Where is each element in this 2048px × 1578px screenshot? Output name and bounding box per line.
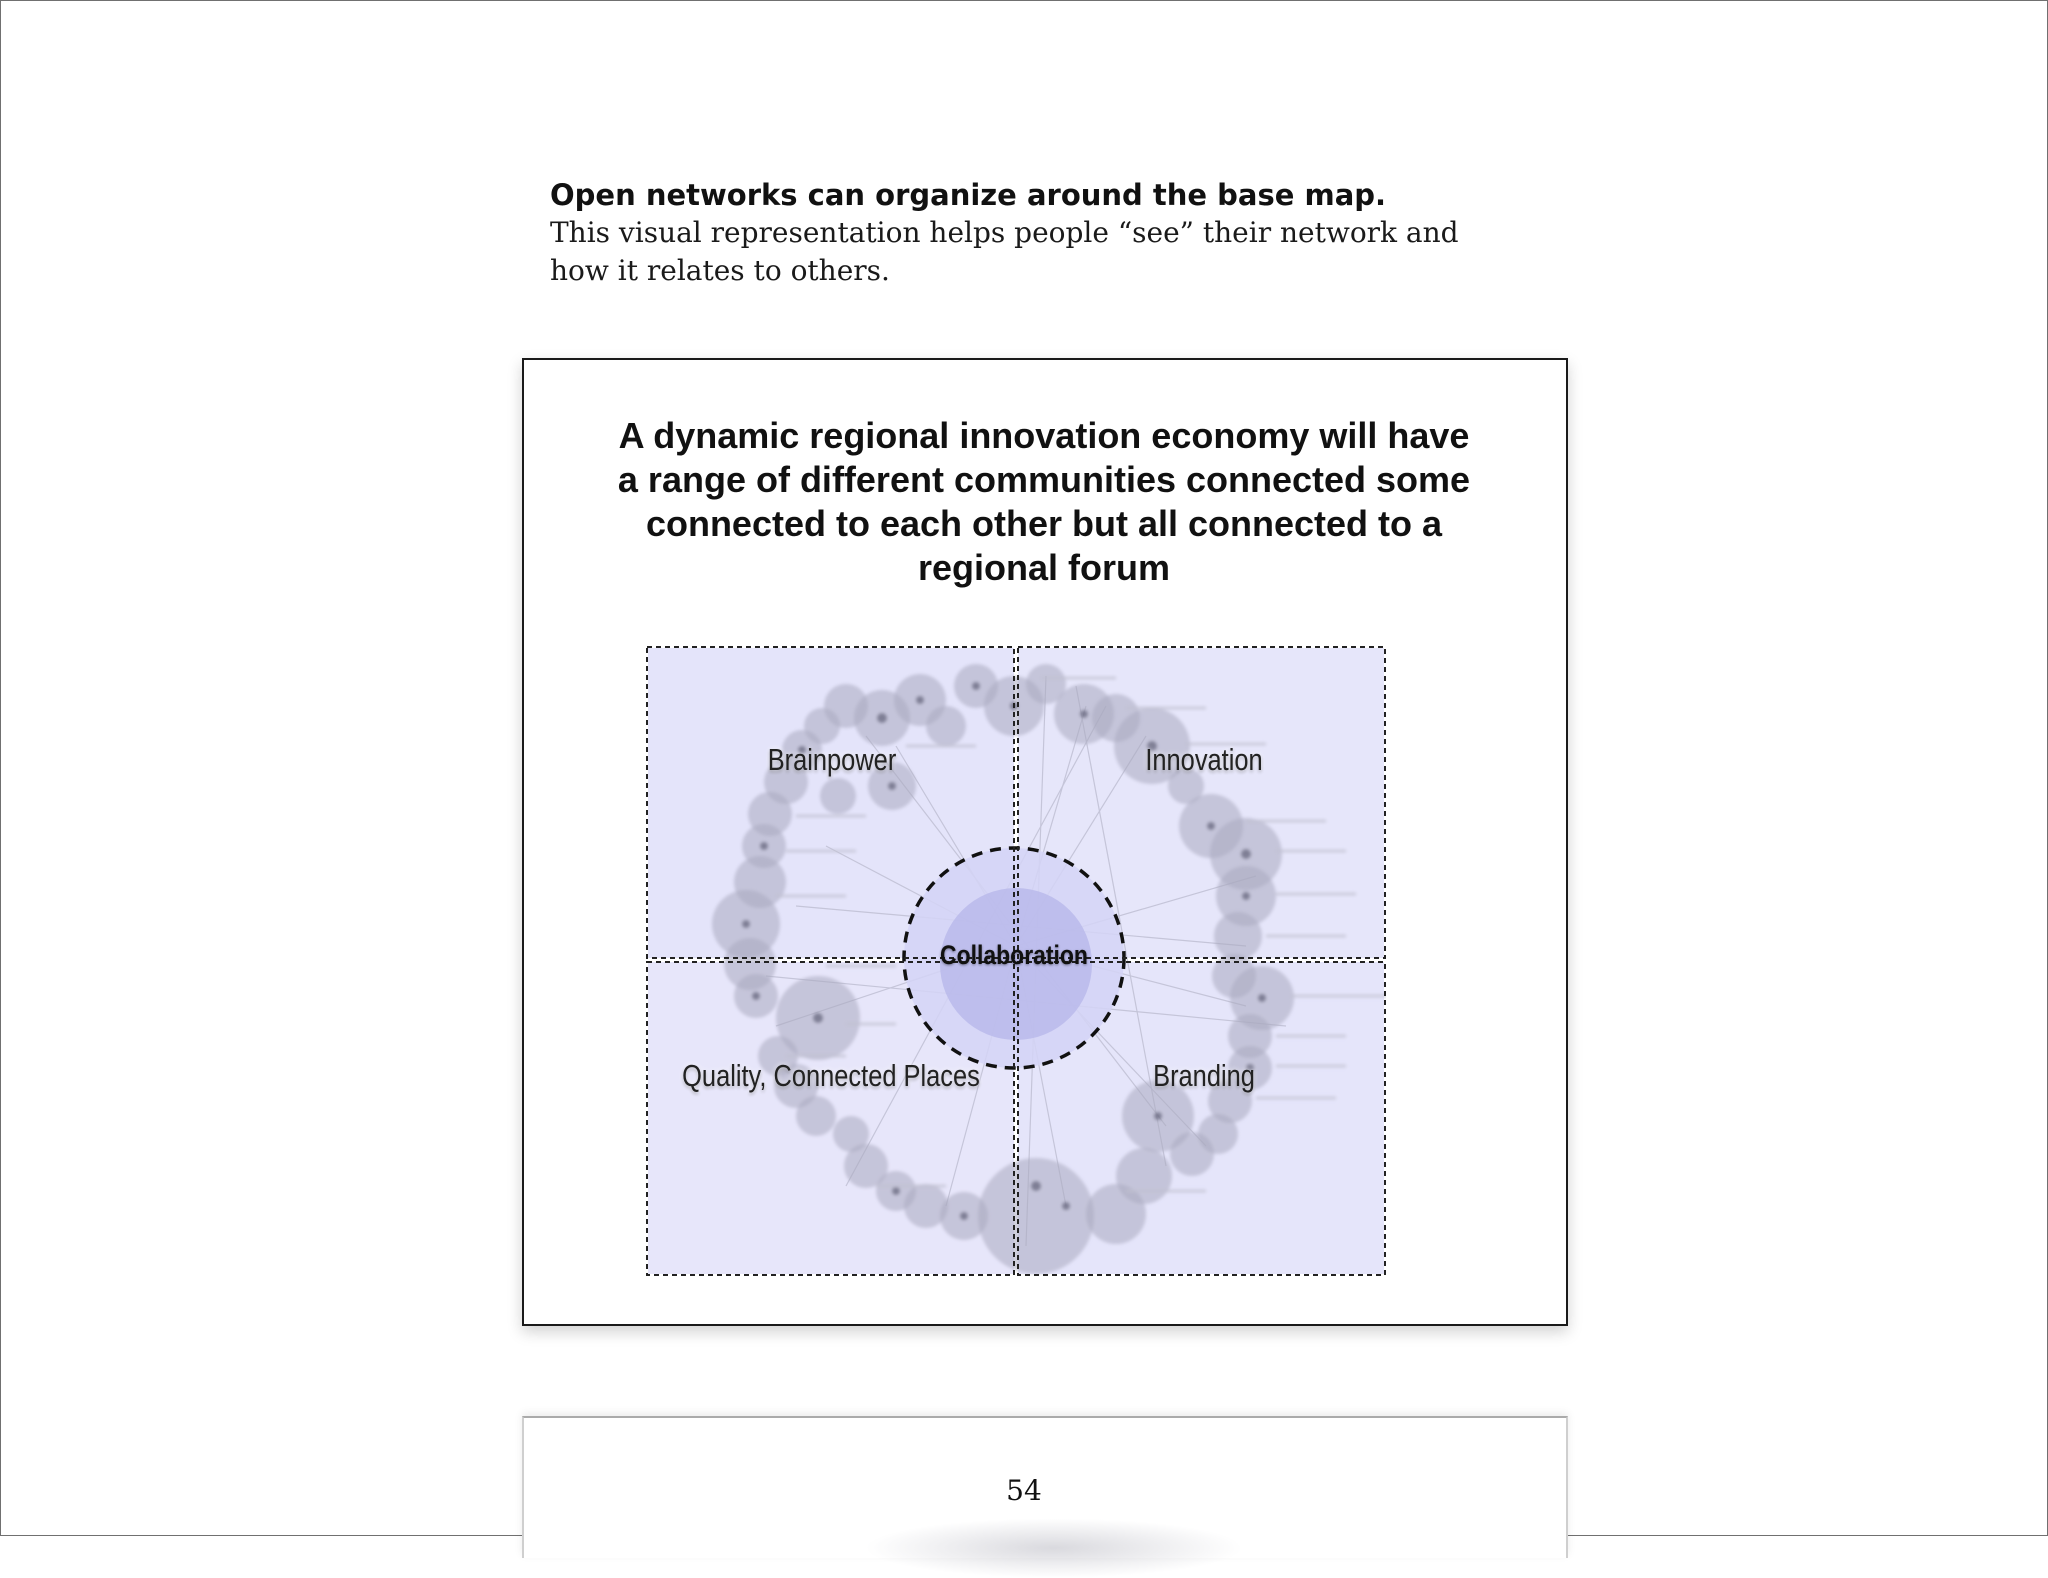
quadrant-label-brainpower: Brainpower bbox=[767, 742, 897, 777]
intro-body: This visual representation helps people “see” their network and how it relates to others. bbox=[550, 216, 1459, 287]
figure-frame bbox=[522, 358, 1568, 1326]
next-figure-preview bbox=[864, 1518, 1244, 1578]
figure-title: A dynamic regional innovation economy will have a range of different communities connected some connected to each other but all connected to a regional forum bbox=[617, 415, 1471, 588]
quadrant-label-innovation: Innovation bbox=[1145, 742, 1263, 777]
network-diagram bbox=[646, 646, 1386, 1276]
quadrant-label-branding: Branding bbox=[1153, 1058, 1255, 1093]
center-label-collaboration: Collaboration bbox=[940, 940, 1088, 970]
intro-heading: Open networks can organize around the base map. bbox=[550, 178, 1387, 212]
quadrant-label-quality-places: Quality, Connected Places bbox=[682, 1058, 980, 1093]
page-number: 54 bbox=[1006, 1474, 1042, 1507]
